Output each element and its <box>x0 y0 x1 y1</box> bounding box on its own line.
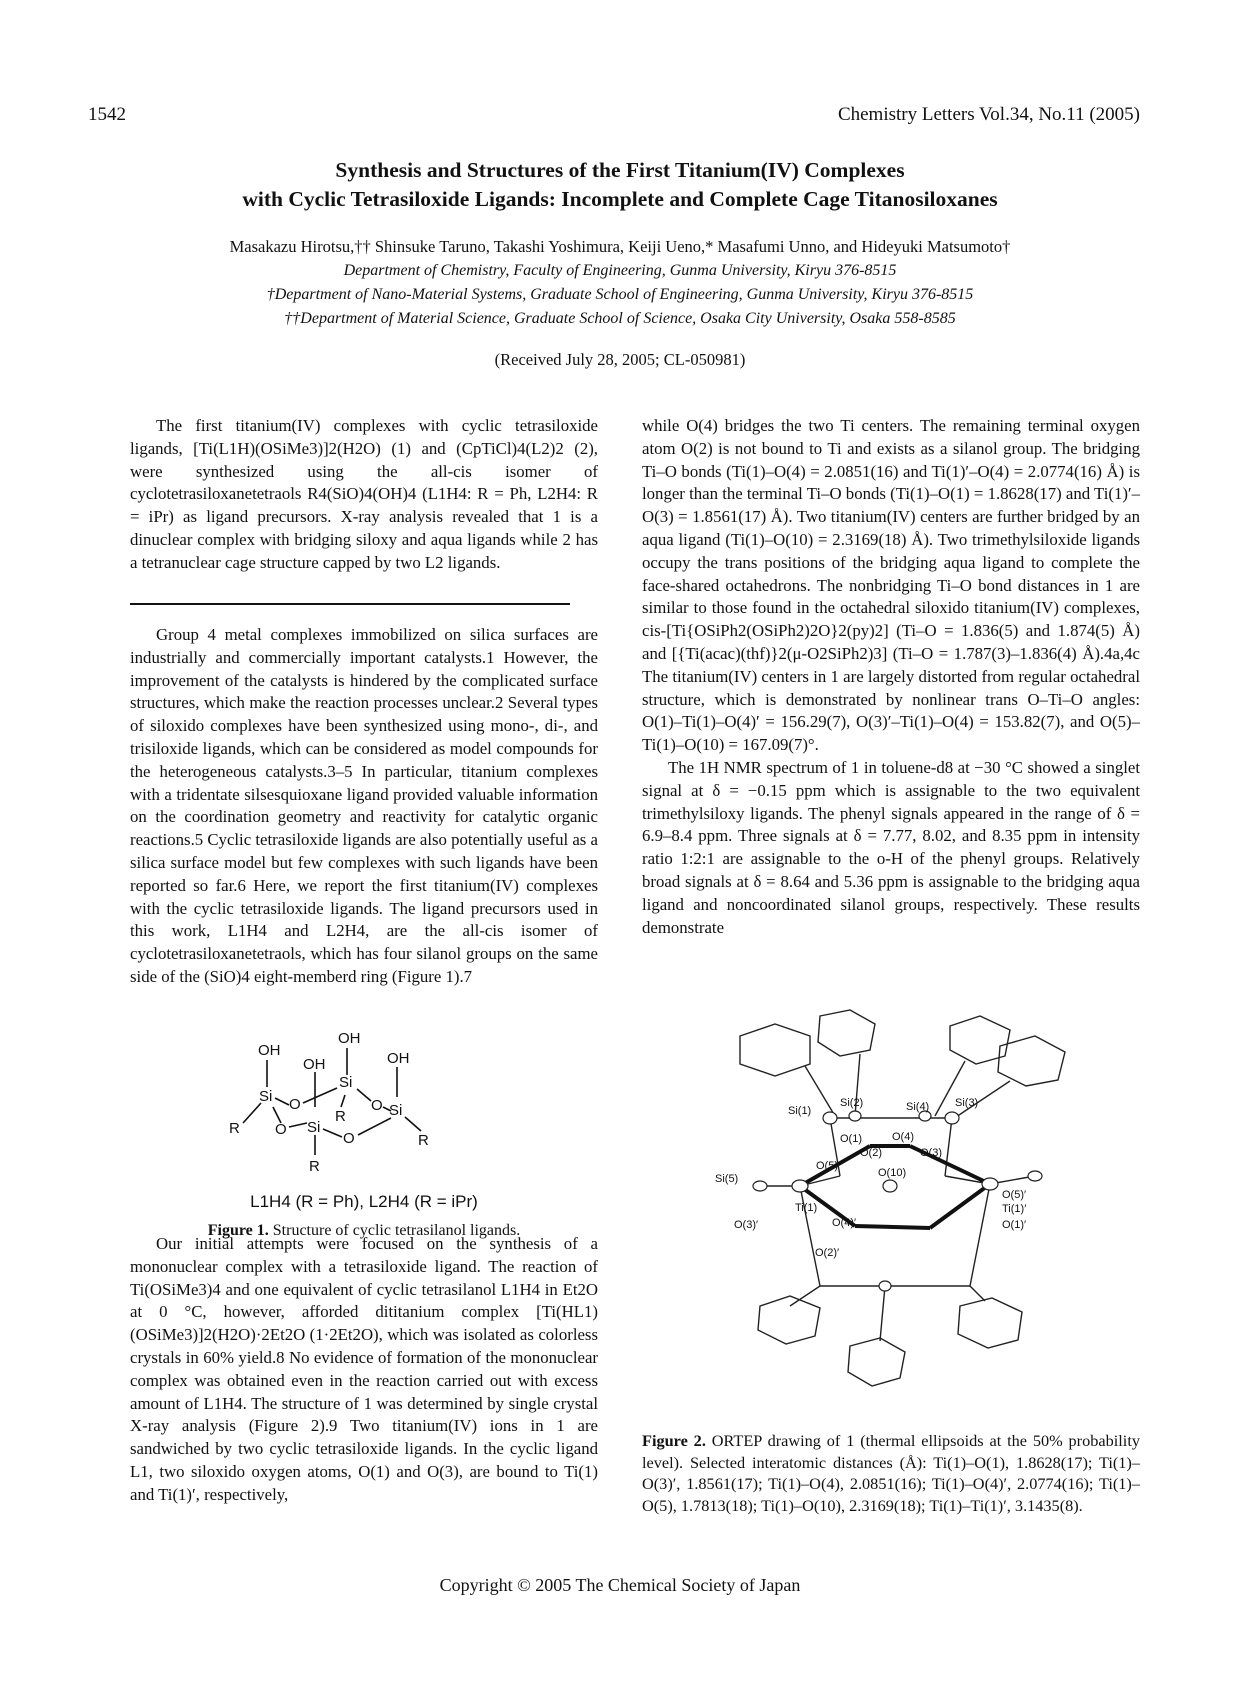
atom-label: O(2)′ <box>815 1247 840 1259</box>
fig1-label: O <box>343 1130 355 1147</box>
fig1-label: O <box>289 1096 301 1113</box>
atom-label: Si(1) <box>788 1105 812 1117</box>
caption-label: Figure 2. <box>642 1431 706 1450</box>
received-date: (Received July 28, 2005; CL-050981) <box>494 350 746 369</box>
fig1-label: Si <box>339 1074 353 1091</box>
journal-header: Chemistry Letters Vol.34, No.11 (2005) <box>837 104 1140 125</box>
atom-label: O(5)′ <box>1002 1189 1027 1201</box>
fig1-label: Si <box>389 1102 403 1119</box>
figure-2-ortep-drawing <box>700 1006 1080 1406</box>
affiliation-1: Department of Chemistry, Faculty of Engineering, Gunma University, Kiryu 376-8515 <box>343 262 897 279</box>
ligand-label: L1H4 (R = Ph), L2H4 (R = iPr) <box>250 1192 478 1211</box>
body-paragraph: The 1H NMR spectrum of 1 in toluene-d8 at −30 °C showed a singlet signal at δ = −0.15 ppm which is assignable to the two equivalent trimethylsiloxy ligands. The phenyl signals appeared in the range of δ = 6.9–8.4 ppm. Three signals at δ = 7.77, 8.02, and 8.35 ppm in intensity ratio 1:2:1 are assignable to the o-H of the phenyl groups. Relatively broad signals at δ = 8.64 and 5.36 ppm is assignable to the bridging aqua ligand and noncoordinated silanol groups, respectively. These results demonstrate <box>642 757 1140 937</box>
intro-paragraph: Group 4 metal complexes immobilized on silica surfaces are industrially and commercially important catalysts.1 However, the improvement of the catalysts is hindered by the complicated surface structures, which make the reaction processes unclear.2 Several types of siloxido complexes have been synthesized using mono-, di-, and trisiloxide ligands, which can be considered as model compounds for the heterogeneous catalysts.3–5 In particular, titanium complexes with a tridentate silsesquioxane ligand provided valuable information on the coordination geometry and reactivity for catalytic organic reactions.5 Cyclic tetrasiloxide ligands are also potentially useful as a silica surface model but few complexes with such ligands have been reported so far.6 Here, we report the first titanium(IV) complexes with the cyclic tetrasiloxide ligands. The ligand precursors used in this work, L1H4 and L2H4, are the all-cis isomer of cyclotetrasiloxanetetraols, which has four silanol groups on the same side of the (SiO)4 eight-memberd ring (Figure 1).7 <box>130 625 598 986</box>
atom-label: Ti(1) <box>795 1202 818 1214</box>
paper-title <box>0 156 1240 214</box>
fig1-label: R <box>335 1108 346 1125</box>
atom-label: O(1)′ <box>1002 1219 1027 1231</box>
atom-label: Si(2) <box>840 1097 864 1109</box>
copyright-footer: Copyright © 2005 The Chemical Society of Japan <box>439 1575 801 1595</box>
atom-label: Ti(1)′ <box>1002 1203 1027 1215</box>
title-line-1: Synthesis and Structures of the First Titanium(IV) Complexes <box>335 158 905 182</box>
affiliation-2: †Department of Nano-Material Systems, Graduate School of Engineering, Gunma University, Kiryu 376-8515 <box>266 286 974 303</box>
atom-label: O(4) <box>892 1131 914 1143</box>
intro-section <box>130 624 598 989</box>
caption-label: Figure 1. <box>207 1222 269 1239</box>
fig1-label: R <box>229 1120 240 1137</box>
abstract-divider <box>130 603 570 605</box>
figure-1-structure <box>225 1025 495 1190</box>
fig1-label: Si <box>259 1088 273 1105</box>
atom-label: Si(4) <box>906 1101 930 1113</box>
body-paragraph: while O(4) bridges the two Ti centers. The remaining terminal oxygen atom O(2) is not bound to Ti and exists as a silanol group. The bridging Ti–O bonds (Ti(1)–O(4) = 2.0851(16) and Ti(1)′–O(4) = 2.0774(16) Å) is longer than the terminal Ti–O bonds (Ti(1)–O(1) = 1.8628(17) and Ti(1)′–O(3) = 1.8561(17) Å). Two titanium(IV) centers are further bridged by an aqua ligand (Ti(1)–O(10) = 2.3169(18) Å). Two trimethylsiloxide ligands occupy the trans positions of the bridging aqua ligand to complete the face-shared octahedrons. The nonbridging Ti–O bond distances in 1 are similar to those found in the octahedral siloxido titanium(IV) complexes, cis-[Ti{OSiPh2(OSiPh2)2O}2(py)2] (Ti–O = 1.836(5) and 1.874(5) Å) and [{Ti(acac)(thf)}2(μ-O2SiPh2)3] (Ti–O = 1.787(3)–1.836(4) Å).4a,4c The titanium(IV) centers in 1 are largely distorted from regular octahedral structure, which is demonstrated by nonlinear trans O–Ti–O angles: O(1)–Ti(1)–O(4)′ = 156.29(7), O(3)′–Ti(1)–O(4) = 153.82(7), and O(5)–Ti(1)–O(10) = 167.09(7)°. <box>642 416 1140 755</box>
abstract <box>130 415 598 575</box>
atom-label: O(3)′ <box>734 1219 759 1231</box>
body-column-1-continued <box>130 1233 598 1507</box>
figure-2-caption <box>642 1430 1140 1516</box>
affiliation-3: ††Department of Material Science, Graduate School of Science, Osaka City University, Osaka 558-8585 <box>284 310 956 327</box>
atom-label: Si(5) <box>715 1173 739 1185</box>
atom-label: O(10) <box>878 1167 907 1179</box>
caption-text: ORTEP drawing of 1 (thermal ellipsoids at the 50% probability level). Selected interatomic distances (Å): Ti(1)–O(1), 1.8628(17); Ti(1)–O(3)′, 1.8561(17); Ti(1)–O(4), 2.0851(16); Ti(1)–O(4)′, 2.0774(16); Ti(1)–O(5), 1.7813(18); Ti(1)–O(10), 2.3169(18); Ti(1)–Ti(1)′, 3.1435(8). <box>642 1431 1140 1515</box>
fig1-label: R <box>418 1132 429 1149</box>
atom-label: O(2) <box>860 1147 882 1159</box>
abstract-text: The first titanium(IV) complexes with cyclic tetrasiloxide ligands, [Ti(L1H)(OSiMe3)]2(H2O) (1) and (CpTiCl)4(L2)2 (2), were synthesized using the all-cis isomer of cyclotetrasiloxanetetraols R4(SiO)4(OH)4 (L1H4: R = Ph, L2H4: R = iPr) as ligand precursors. X-ray analysis revealed that 1 is a dinuclear complex with bridging siloxy and aqua ligands while 2 has a tetranuclear cage structure capped by two L2 ligands. <box>130 416 598 572</box>
atom-label: Si(3) <box>955 1097 979 1109</box>
fig1-label: R <box>309 1158 320 1175</box>
atom-label: O(1) <box>840 1133 862 1145</box>
fig1-label: OH <box>387 1050 410 1067</box>
fig1-label: OH <box>338 1030 361 1047</box>
author-list: Masakazu Hirotsu,†† Shinsuke Taruno, Takashi Yoshimura, Keiji Ueno,* Masafumi Unno, and Hideyuki Matsumoto† <box>229 237 1011 256</box>
caption-text: Structure of cyclic tetrasilanol ligands. <box>272 1222 521 1239</box>
fig1-label: OH <box>258 1042 281 1059</box>
fig1-label: O <box>275 1121 287 1138</box>
atom-label: O(4)′ <box>832 1217 857 1229</box>
body-paragraph: Our initial attempts were focused on the synthesis of a mononuclear complex with a tetrasiloxide ligand. The reaction of Ti(OSiMe3)4 and one equivalent of cyclic tetrasilanol L1H4 in Et2O at 0 °C, however, afforded dititanium complex [Ti(HL1)(OSiMe3)]2(H2O)·2Et2O (1·2Et2O), which was isolated as colorless crystals in 60% yield.8 No evidence of formation of the mononuclear complex was obtained even in the reaction carried out with excess amount of L1H4. The structure of 1 was determined by single crystal X-ray analysis (Figure 2).9 Two titanium(IV) ions in 1 are sandwiched by two cyclic tetrasiloxide ligands. In the cyclic ligand L1, two siloxido oxygen atoms, O(1) and O(3), are bound to Ti(1) and Ti(1)′, respectively, <box>130 1234 598 1504</box>
title-line-2: with Cyclic Tetrasiloxide Ligands: Incomplete and Complete Cage Titanosiloxanes <box>242 187 998 211</box>
atom-label: O(5) <box>816 1160 838 1172</box>
fig1-label: OH <box>303 1056 326 1073</box>
fig1-label: O <box>371 1097 383 1114</box>
page-number: 1542 <box>88 104 126 125</box>
body-column-2 <box>642 415 1140 939</box>
atom-label: O(3) <box>920 1147 942 1159</box>
fig1-label: Si <box>307 1119 321 1136</box>
